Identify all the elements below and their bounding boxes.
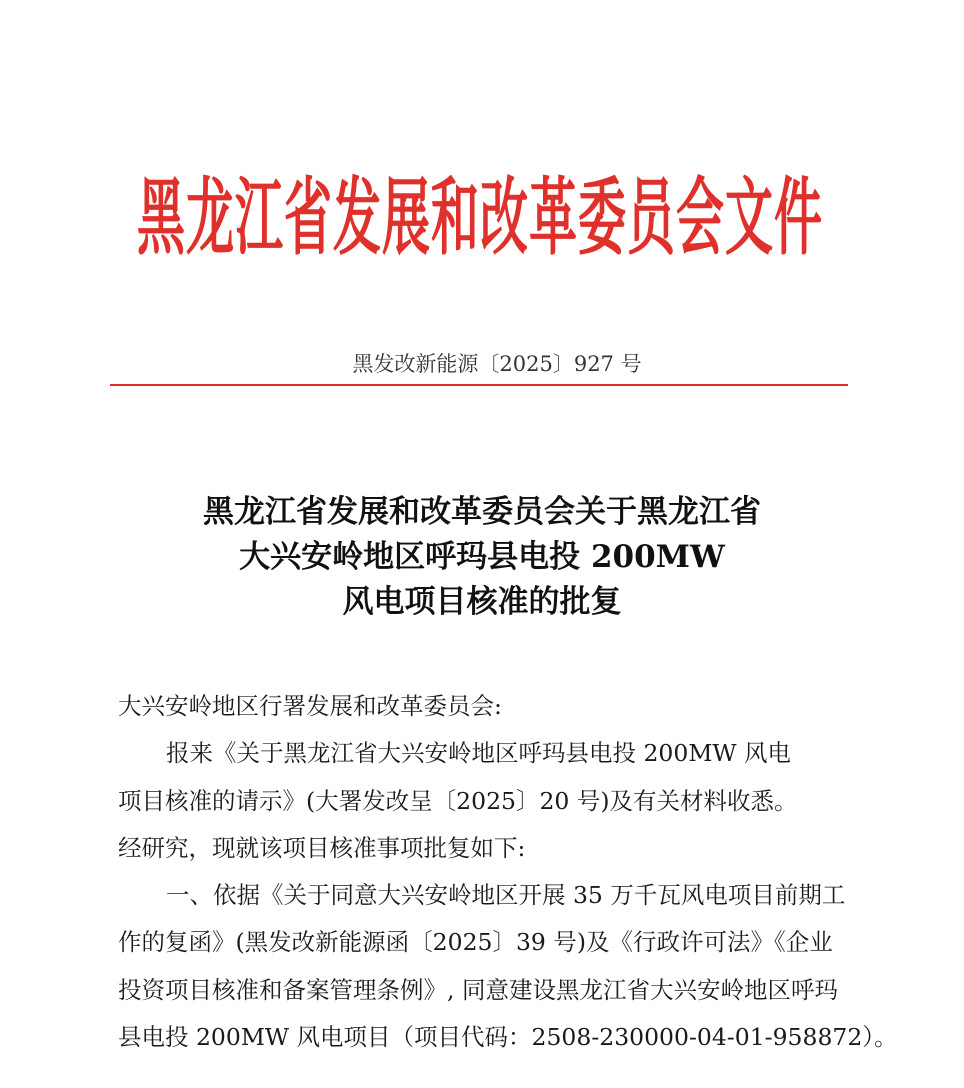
title-line: 黑龙江省发展和改革委员会关于黑龙江省 [203,494,761,530]
title-line: 大兴安岭地区呼玛县电投 200MW [239,539,725,575]
body-line: 项目核准的请示》(大署发改呈〔2025〕20 号)及有关材料收悉。 [118,786,798,815]
body-line: 报来《关于黑龙江省大兴安岭地区呼玛县电投 200MW 风电 [166,739,792,768]
title-line: 风电项目核准的批复 [342,584,622,620]
document-title [0,490,964,625]
body-line: 一、依据《关于同意大兴安岭地区开展 35 万千瓦风电项目前期工 [166,881,846,910]
body-line: 作的复函》(黑发改新能源函〔2025〕39 号)及《行政许可法》《企业 [118,928,833,957]
body-line: 投资项目核准和备案管理条例》, 同意建设黑龙江省大兴安岭地区呼玛 [118,975,838,1004]
document-masthead: 黑龙江省发展和改革委员会文件 [136,169,823,268]
addressee: 大兴安岭地区行署发展和改革委员会: [118,692,502,720]
body-line: 经研究，现就该项目核准事项批复如下: [118,833,526,862]
document-number: 黑发改新能源〔2025〕927 号 [352,352,642,376]
body-line: 县电投 200MW 风电项目（项目代码：2508-230000-04-01-958872）。 [118,1023,898,1052]
document-body [118,683,898,1061]
red-divider [110,384,848,386]
